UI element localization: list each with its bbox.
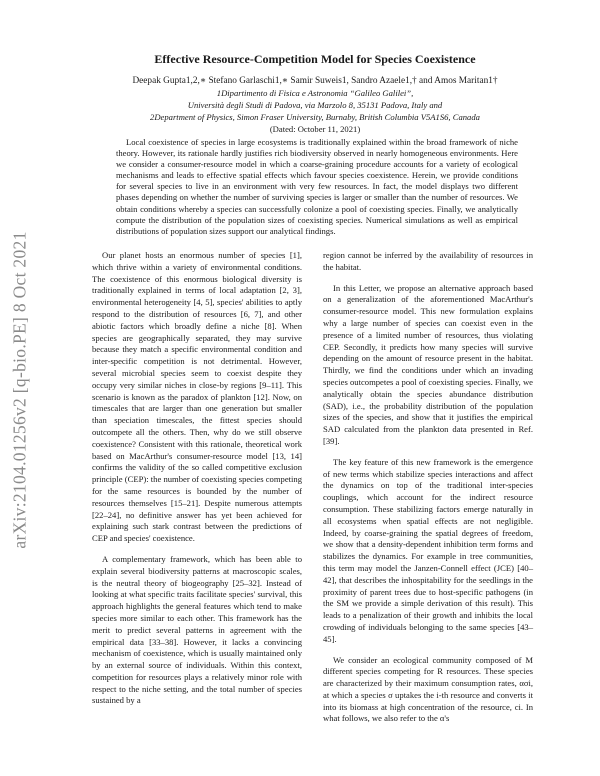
- affiliation-1: 1Dipartimento di Fisica e Astronomia “Galileo Galilei”,: [216, 88, 414, 98]
- arxiv-id-text: arXiv:2104.01256v2 [q-bio.PE] 8 Oct 2021: [9, 231, 30, 549]
- paragraph: A complementary framework, which has been able to explain several biodiversity patterns at macroscopic scales, is the neutral theory of biogeography [25–32]. Instead of looking at what specific traits facilitate species' survival, this approach highlights the general features which tend to make species more similar to each other. This framework has the merit to predict several patterns in agreement with the empirical data [33–38]. However, it lacks a convincing mechanism of coexistence, which is usually maintained only by an external source of individuals. Within this context, competition for resources plays a relatively minor role with respect to the niche setting, and the total number of species sustained by a: [92, 553, 302, 706]
- author-list: Deepak Gupta1,2,∗ Stefano Garlaschi1,∗ Samir Suweis1, Sandro Azaele1,† and Amos Maritan1†: [132, 76, 498, 86]
- paragraph: We consider an ecological community composed of M different species competing for R resources. These species are characterized by their maximum consumption rates, ασi, at which a species σ uptakes the i-th resource and converts it into its biomass at high concentration of the resource, ci. In what follows, we also refer to the α's: [323, 654, 533, 724]
- paragraph: region cannot be inferred by the availability of resources in the habitat.: [323, 250, 533, 272]
- paragraph: Our planet hosts an enormous number of species [1], which thrive within a variety of environmental conditions. The coexistence of this enormous biological diversity is traditionally explained in terms of local adaptation [2, 3], environmental heterogeneity [4, 5], species' abilities to aptly respond to the distribution of resources [6, 7], and other abiotic factors which broadly define a niche [8]. When species are geographically separated, they may survive because they match a specific environmental condition and inter-specific competition is not detrimental. However, several microbial species seem to coexist despite they occupy very similar niches in close-by regions [9–11]. This scenario is known as the paradox of plankton [12]. Now, on timescales that are larger than one generation but smaller than speciation timescales, the fittest species should outcompete all the others. Then, why do we still observe coexistence? Consistent with this rationale, theoretical work based on MacArthur's consumer-resource model [13, 14] confirms the validity of the so called competitive exclusion principle (CEP): the number of coexisting species competing for the same resources is bounded by the number of resources themselves [15–21]. Despite numerous attempts [22–24], no definitive answer has yet been achieved for explaining such stark contrast between the predictions of CEP and species' coexistence.: [92, 250, 302, 544]
- affiliation-1-address: Università degli Studi di Padova, via Marzolo 8, 35131 Padova, Italy and: [187, 100, 443, 110]
- affiliation-2: 2Department of Physics, Simon Fraser University, Burnaby, British Columbia V5A1S6, Canada: [150, 112, 480, 122]
- paper-title: Effective Resource-Competition Model for Species Coexistence: [154, 52, 476, 66]
- paragraph: In this Letter, we propose an alternative approach based on a generalization of the aforementioned MacArthur's consumer-resource model. This new formulation explains why a large number of species can coexist even in the presence of a limited number of resources, thus violating CEP. Secondly, it predicts how many species will survive depending on the amount of resource present in the habitat. Thirdly, we find the conditions under which an invading species outcompetes a pool of coexisting species. Finally, we analytically obtain the species abundance distribution (SAD), i.e., the probability distribution of the population sizes of the species, and show that it justifies the empirical SAD calculated from the plankton data presented in Ref. [39].: [323, 282, 533, 446]
- dated-line: (Dated: October 11, 2021): [269, 124, 361, 134]
- paragraph: The key feature of this new framework is the emergence of new terms which stabilize species interactions and affect the dynamics on top of the traditional inter-species couplings, which account for the indirect resource consumption. These stabilizing factors emerge naturally in all ecosystems when spatial effects are not negligible. Indeed, by coarse-graining the spatial degrees of freedom, we show that a density-dependent inhibition term forms and stabilizes the dynamics. For example in tree communities, this term may model the Janzen-Connell effect (JCE) [40–42], that describes the inhospitability for the seedlings in the proximity of parent trees due to host-specific pathogens (in the SM we provide a simple derivation of this result). This leads to a penalization of their growth and inhibits the local crowding of individuals belonging to the same species [43–45].: [323, 456, 533, 644]
- right-column: [323, 250, 533, 734]
- left-column: [92, 250, 302, 716]
- abstract: Local coexistence of species in large ecosystems is traditionally explained within the broad framework of niche theory. However, its rationale hardly justifies rich biodiversity observed in nearly homogeneous environments. Here we consider a consumer-resource model in which a coarse-graining procedure accounts for a variety of ecological mechanisms and leads to effective spatial effects which favour species coexistence. Herein, we provide conditions for several species to live in an environment with very few resources. In fact, the model displays two different phases depending on whether the number of surviving species is larger or smaller than the number of resources. We obtain conditions whereby a species can successfully colonize a pool of coexisting species. Finally, we analytically compute the distribution of the population sizes of coexisting species. Numerical simulations as well as empirical distributions of population sizes support our analytical findings.: [116, 137, 518, 236]
- arxiv-identifier-stamp: [0, 160, 40, 620]
